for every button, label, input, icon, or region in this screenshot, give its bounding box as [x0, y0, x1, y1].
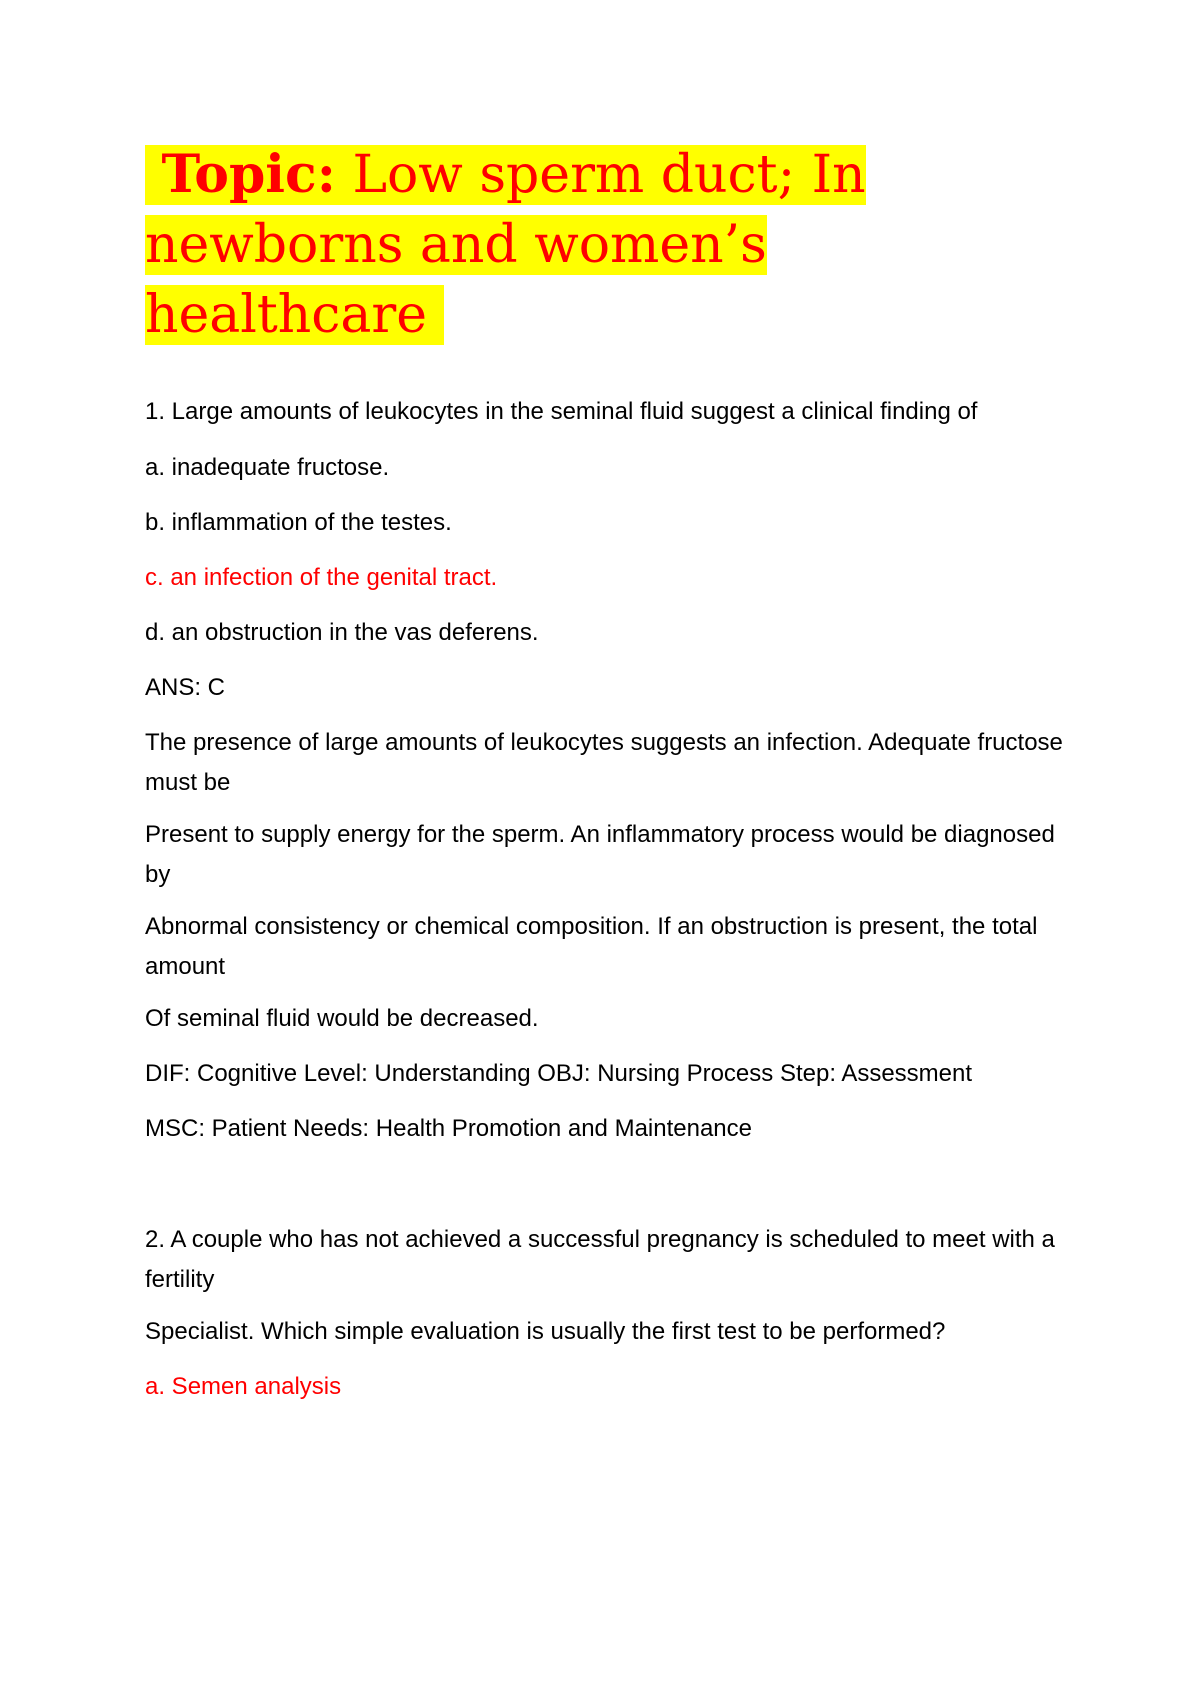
- title-lead: Topic:: [161, 144, 336, 205]
- q2-stem-line-2: Specialist. Which simple evaluation is usually the first test to be performed?: [145, 1318, 946, 1345]
- q1-msc: MSC: Patient Needs: Health Promotion and Maintenance: [145, 1115, 752, 1142]
- title-highlight: [145, 145, 866, 345]
- q1-option-c-correct: c. an infection of the genital tract.: [145, 564, 498, 591]
- q1-rationale-line-4: Of seminal fluid would be decreased.: [145, 1005, 539, 1032]
- q1-option-b: b. inflammation of the testes.: [145, 509, 452, 536]
- q1-dif: DIF: Cognitive Level: Understanding OBJ: Nursing Process Step: Assessment: [145, 1060, 973, 1087]
- q1-rationale-line-3: Abnormal consistency or chemical composition. If an obstruction is present, the total amount: [145, 913, 1038, 980]
- q1-answer: ANS: C: [145, 674, 226, 701]
- q1-option-a: a. inadequate fructose.: [145, 454, 390, 481]
- q1-stem: 1. Large amounts of leukocytes in the seminal fluid suggest a clinical finding of: [145, 398, 978, 425]
- q1-option-d: d. an obstruction in the vas deferens.: [145, 619, 539, 646]
- page-title: [145, 140, 925, 350]
- q1-rationale-line-1: The presence of large amounts of leukocytes suggests an infection. Adequate fructose must be: [145, 729, 1063, 796]
- q1-rationale-line-2: Present to supply energy for the sperm. An inflammatory process would be diagnosed by: [145, 821, 1055, 888]
- q2-stem-line-1: 2. A couple who has not achieved a successful pregnancy is scheduled to meet with a fertility: [145, 1226, 1055, 1293]
- title-rest: Low sperm duct; In newborns and women’s healthcare: [145, 145, 866, 345]
- q2-option-a-correct: a. Semen analysis: [145, 1373, 342, 1400]
